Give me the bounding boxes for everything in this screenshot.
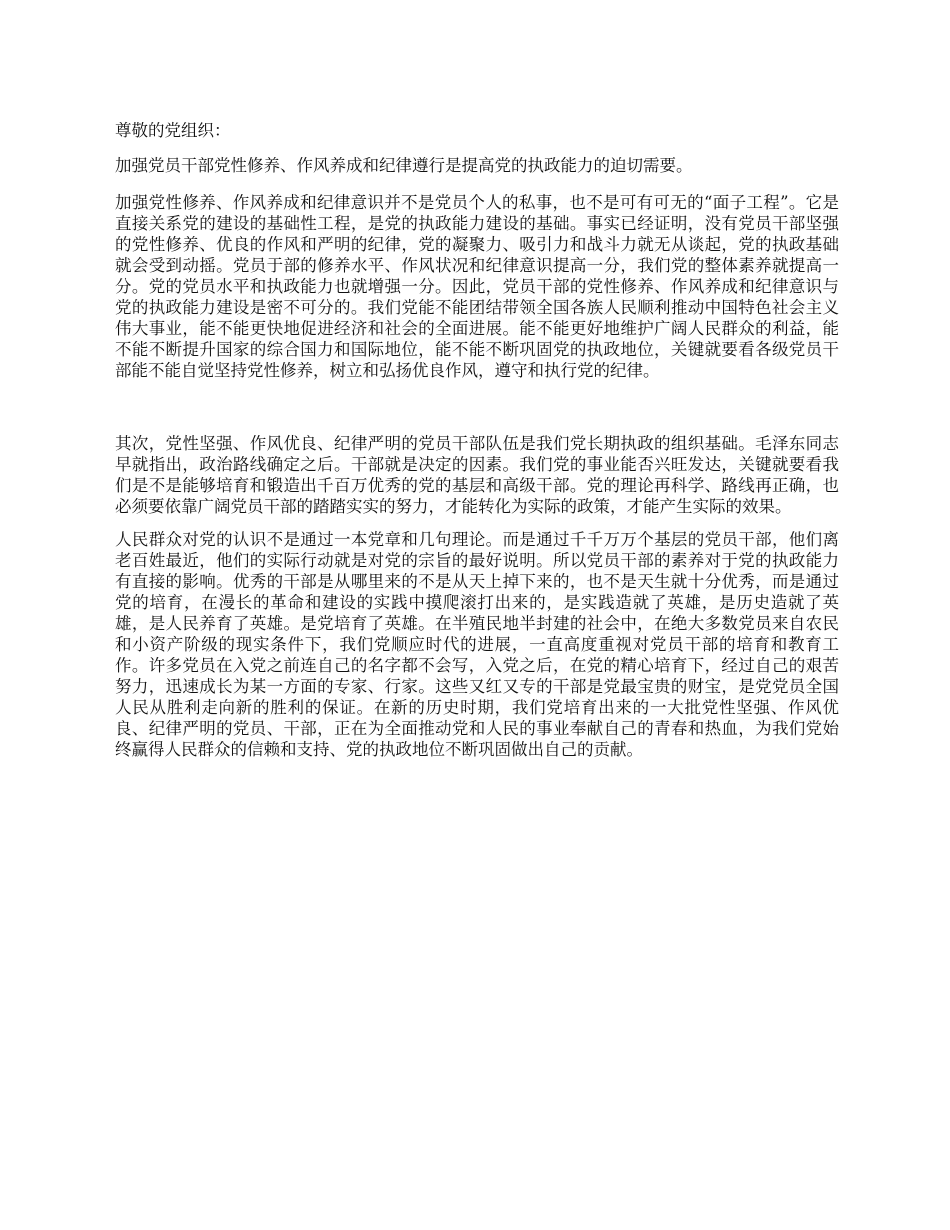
paragraph-2: 加强党性修养、作风养成和纪律意识并不是党员个人的私事，也不是可有可无的“面子工程”。它是直接关系党的建设的基础性工程，是党的执政能力建设的基础。事实已经证明，没有党员干部坚强的党性修养、优良的作风和严明的纪律，党的凝聚力、吸引力和战斗力就无从谈起，党的执政基础就会受到动摇。党员于部的修养水平、作风状况和纪律意识提高一分，我们党的整体素养就提高一分。党的党员水平和执政能力也就增强一分。因此，党员干部的党性修养、作风养成和纪律意识与党的执政能力建设是密不可分的。我们党能不能团结带领全国各族人民顺利推动中国特色社会主义伟大事业，能不能更快地促进经济和社会的全面进展。能不能更好地维护广阔人民群众的利益，能不能不断提升国家的综合国力和国际地位，能不能不断巩固党的执政地位，关键就要看各级党员干部能不能自觉坚持党性修养，树立和弘扬优良作风，遵守和执行党的纪律。 bbox=[115, 193, 839, 380]
document-body bbox=[115, 120, 839, 772]
paragraph-4: 人民群众对党的认识不是通过一本党章和几句理论。而是通过千千万万个基层的党员干部，他们离老百姓最近，他们的实际行动就是对党的宗旨的最好说明。所以党员干部的素养对于党的执政能力有直接的影响。优秀的干部是从哪里来的不是从天上掉下来的，也不是天生就十分优秀，而是通过党的培育，在漫长的革命和建设的实践中摸爬滚打出来的，是实践造就了英雄，是历史造就了英雄，是人民养育了英雄。是党培育了英雄。在半殖民地半封建的社会中，在绝大多数党员来自农民和小资产阶级的现实条件下，我们党顺应时代的进展，一直高度重视对党员干部的培育和教育工作。许多党员在入党之前连自己的名字都不会写，入党之后，在党的精心培育下，经过自己的艰苦努力，迅速成长为某一方面的专家、行家。这些又红又专的干部是党最宝贵的财宝，是党党员全国人民从胜利走向新的胜利的保证。在新的历史时期，我们党培育出来的一大批党性坚强、作风优良、纪律严明的党员、干部，正在为全面推动党和人民的事业奉献自己的青春和热血，为我们党始终赢得人民群众的信赖和支持、党的执政地位不断巩固做出自己的贡献。 bbox=[115, 530, 839, 759]
paragraph-3: 其次，党性坚强、作风优良、纪律严明的党员干部队伍是我们党长期执政的组织基础。毛泽东同志早就指出，政治路线确定之后。干部就是决定的因素。我们党的事业能否兴旺发达，关键就要看我们是不是能够培育和锻造出千百万优秀的党的基层和高级干部。党的理论再科学、路线再正确，也必须要依靠广阔党员干部的踏踏实实的努力，才能转化为实际的政策，才能产生实际的效果。 bbox=[115, 434, 839, 516]
section-gap bbox=[115, 393, 839, 433]
paragraph-1: 加强党员干部党性修养、作风养成和纪律遵行是提高党的执政能力的迫切需要。 bbox=[115, 156, 693, 175]
salutation: 尊敬的党组织： bbox=[115, 121, 231, 140]
